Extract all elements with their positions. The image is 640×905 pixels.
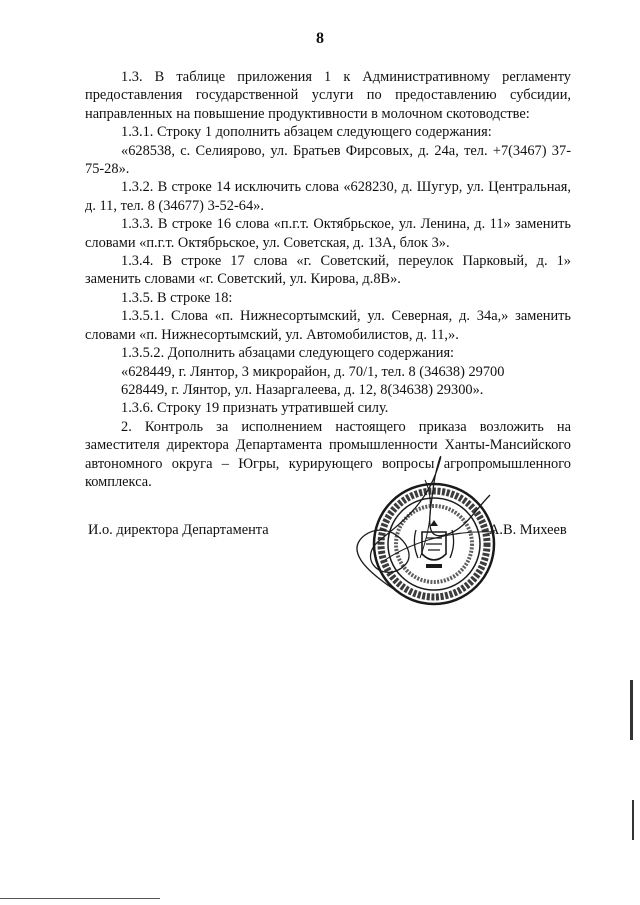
page-number: 8 xyxy=(316,30,324,47)
signatory-name: А.В. Михеев xyxy=(489,522,567,538)
paragraph: 628449, г. Лянтор, ул. Назаргалеева, д. 12, 8(34638) 29300». xyxy=(121,381,484,398)
paragraph: 1.3. В таблице приложения 1 к Административному регламенту предоставления государственной услуги по предоставлению субсидии, направленных на повышение продуктивности в молочном скотоводстве: xyxy=(85,69,571,122)
paragraph: 1.3.6. Строку 19 признать утратившей силу. xyxy=(121,400,389,417)
paragraph: 1.3.5.2. Дополнить абзацами следующего содержания: xyxy=(121,345,455,362)
document-body xyxy=(85,68,571,491)
paragraph: 1.3.4. В строке 17 слова «г. Советский, переулок Парковый, д. 1» заменить словами «г. Советский, ул. Кирова, д.8В». xyxy=(85,253,571,288)
paragraph: «628538, с. Селиярово, ул. Братьев Фирсовых, д. 24а, тел. +7(3467) 37-75-28». xyxy=(85,142,571,178)
scan-bottom-rule xyxy=(0,898,160,899)
paragraph: 1.3.2. В строке 14 исключить слова «628230, д. Шугур, ул. Центральная, д. 11, тел. 8 (34677) 3-52-64». xyxy=(85,179,571,214)
paragraph: 1.3.5.1. Слова «п. Нижнесортымский, ул. Северная, д. 34а,» заменить словами «п. Нижнесортымский, ул. Автомобилистов, д. 11,». xyxy=(85,308,571,343)
handwritten-signature-icon xyxy=(325,440,525,600)
signatory-title: И.о. директора Департамента xyxy=(88,522,269,538)
paragraph: 1.3.1. Строку 1 дополнить абзацем следующего содержания: xyxy=(121,124,492,141)
paragraph: 1.3.3. В строке 16 слова «п.г.т. Октябрьское, ул. Ленина, д. 11» заменить словами «п.г.т. Октябрьское, ул. Советская, д. 13А, блок 3». xyxy=(85,216,571,251)
paragraph: 2. Контроль за исполнением настоящего приказа возложить на заместителя директора Департамента промышленности Ханты-Мансийского автономного округа – Югры, курирующего вопросы агропромышленного комплекса. xyxy=(85,418,571,490)
paragraph: «628449, г. Лянтор, 3 микрорайон, д. 70/1, тел. 8 (34638) 29700 xyxy=(121,363,505,380)
scan-edge-mark xyxy=(630,680,633,740)
scan-edge-mark xyxy=(632,800,634,840)
paragraph: 1.3.5. В строке 18: xyxy=(121,289,233,306)
